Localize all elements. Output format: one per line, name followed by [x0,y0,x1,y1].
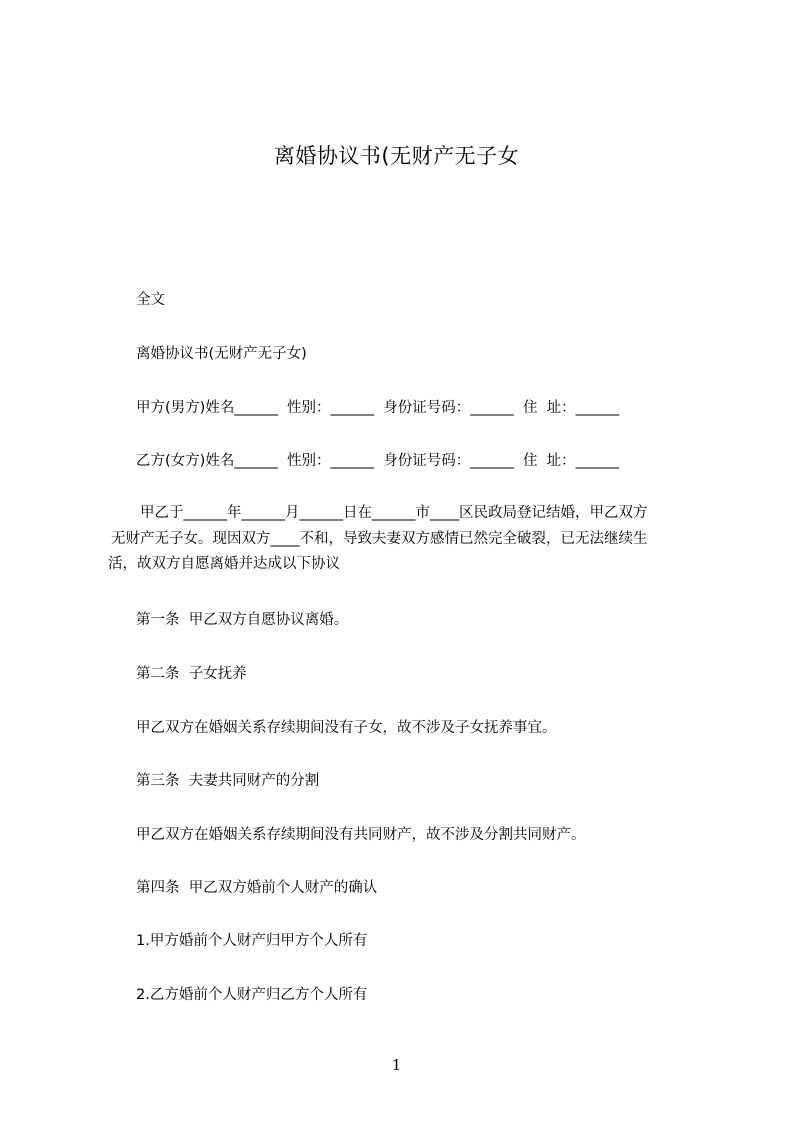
party-a-info: 甲方(男方)姓名______ 性别：______ 身份证号码：______ 住 址：______ [136,400,620,416]
section-label: 全文 [136,292,165,308]
article-4-title: 第四条 甲乙双方婚前个人财产的确认 [136,880,378,896]
article-3-body: 甲乙双方在婚姻关系存续期间没有共同财产，故不涉及分割共同财产。 [136,827,586,843]
article-4-item-1: 1.甲方婚前个人财产归甲方个人所有 [136,933,368,949]
intro-line-1: 甲乙于______年______月______日在______市____区民政局登记结婚，甲乙双方 [140,505,648,521]
document-subtitle: 离婚协议书(无财产无子女) [136,346,307,362]
party-b-info: 乙方(女方)姓名______ 性别：______ 身份证号码：______ 住 址：______ [136,453,620,469]
intro-line-3: 活，故双方自愿离婚并达成以下协议 [108,556,340,572]
page-number: 1 [391,1056,402,1074]
intro-line-2: 无财产无子女。现因双方____不和，导致夫妻双方感情已然完全破裂，已无法继续生 [111,530,648,547]
article-1: 第一条 甲乙双方自愿协议离婚。 [136,612,349,628]
article-3-title: 第三条 夫妻共同财产的分割 [136,773,320,789]
article-4-item-2: 2.乙方婚前个人财产归乙方个人所有 [136,987,368,1003]
document-title: 离婚协议书(无财产无子女 [273,144,520,168]
article-2-title: 第二条 子女抚养 [136,666,247,682]
article-2-body: 甲乙双方在婚姻关系存续期间没有子女，故不涉及子女抚养事宜。 [136,720,557,736]
intro-paragraph [108,501,708,578]
